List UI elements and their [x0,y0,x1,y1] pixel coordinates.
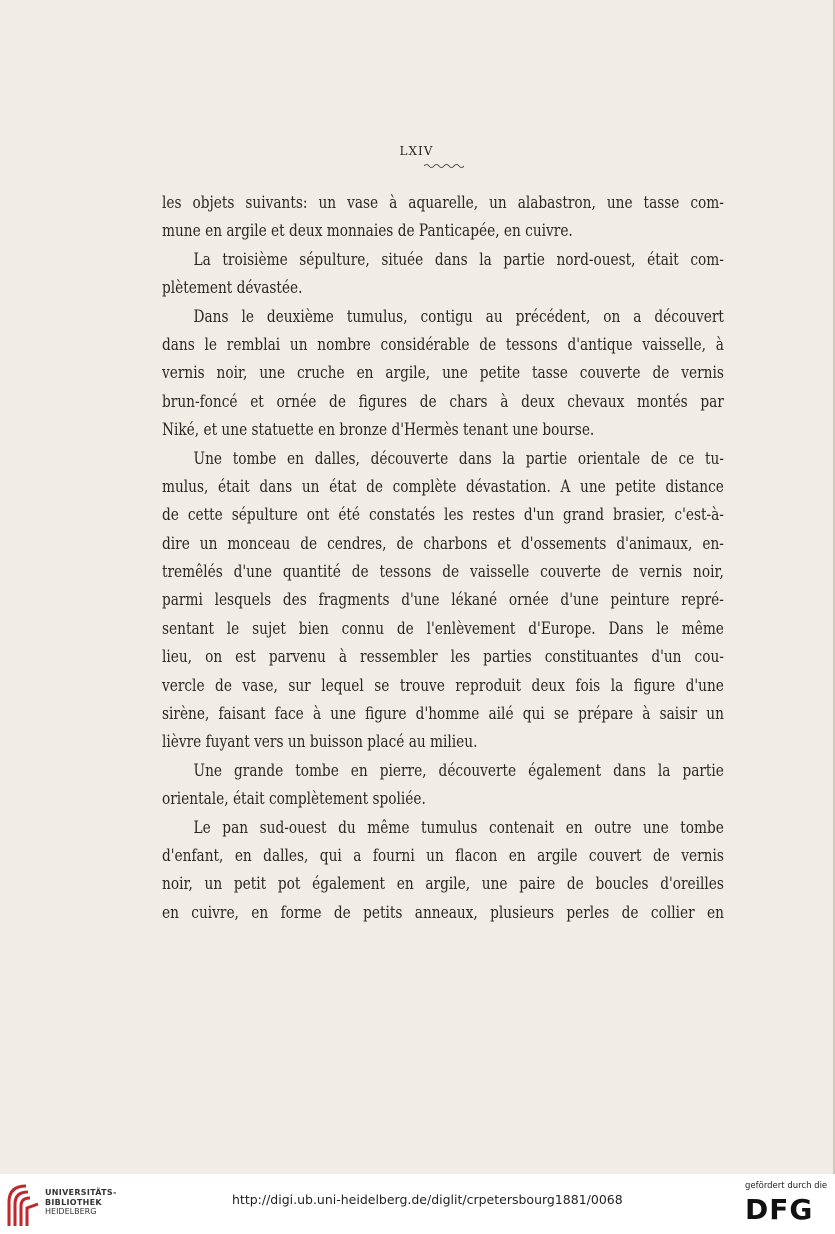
text-line: Une grande tombe en pierre, découverte également dans la partie [193,760,724,780]
text-line: orientale, était complètement spoliée. [162,789,426,809]
page-number-wavy-rule [424,163,464,168]
text-line: Niké, et une statuette en bronze d'Hermès tenant une bourse. [162,420,595,440]
text-line: dire un monceau de cendres, de charbons et d'ossements d'animaux, en- [162,533,724,553]
text-line: vernis noir, une cruche en argile, une petite tasse couverte de vernis [162,363,724,383]
library-name-line-3: HEIDELBERG [45,1207,97,1216]
library-name-line-2: BIBLIOTHEK [45,1197,102,1207]
text-line: Le pan sud-ouest du même tumulus contenait en outre une tombe [193,817,724,837]
text-line: Dans le deuxième tumulus, contigu au précédent, on a découvert [193,306,724,326]
library-name-line-1: UNIVERSITÄTS- [45,1188,117,1197]
sponsor-caption: gefördert durch die [745,1181,828,1191]
text-line: brun-foncé et ornée de figures de chars à deux chevaux montés par [162,391,724,411]
text-line: noir, un petit pot également en argile, une paire de boucles d'oreilles [162,874,724,894]
library-name [45,1188,117,1217]
page-number: LXIV [399,144,434,158]
text-line: en cuivre, en forme de petits anneaux, plusieurs perles de collier en [162,902,724,922]
text-line: vercle de vase, sur lequel se trouve reproduit deux fois la figure d'une [162,675,724,695]
text-line: d'enfant, en dalles, qui a fourni un flacon en argile couvert de vernis [162,845,724,865]
dfg-logo: DFG [745,1193,814,1226]
text-line: parmi lesquels des fragments d'une lékané ornée d'une peinture repré- [162,590,724,610]
text-line: les objets suivants: un vase à aquarelle, un alabastron, une tasse com- [162,193,724,212]
text-line: Une tombe en dalles, découverte dans la partie orientale de ce tu- [193,448,724,468]
text-line: sentant le sujet bien connu de l'enlèvement d'Europe. Dans le même [162,618,724,638]
text-line: lieu, on est parvenu à ressembler les parties constituantes d'un cou- [162,647,724,667]
permalink-url[interactable]: http://digi.ub.uni-heidelberg.de/diglit/crpetersbourg1881/0068 [232,1192,623,1207]
text-line: sirène, faisant face à une figure d'homme ailé qui se prépare à saisir un [162,704,724,724]
body-text [162,189,724,927]
university-library-logo-icon [6,1182,40,1228]
text-line: dans le remblai un nombre considérable de tessons d'antique vaisselle, à [162,334,724,354]
text-line: plètement dévastée. [162,278,303,298]
text-line: mune en argile et deux monnaies de Panticapée, en cuivre. [162,221,573,241]
text-line: mulus, était dans un état de complète dévastation. A une petite distance [162,476,724,496]
text-line: La troisième sépulture, située dans la partie nord-ouest, était com- [193,249,724,269]
text-line: de cette sépulture ont été constatés les restes d'un grand brasier, c'est-à- [162,505,724,525]
text-line: lièvre fuyant vers un buisson placé au milieu. [162,732,478,752]
text-line: tremêlés d'une quantité de tessons de vaisselle couverte de vernis noir, [162,562,724,582]
viewer-footer [0,1174,835,1234]
